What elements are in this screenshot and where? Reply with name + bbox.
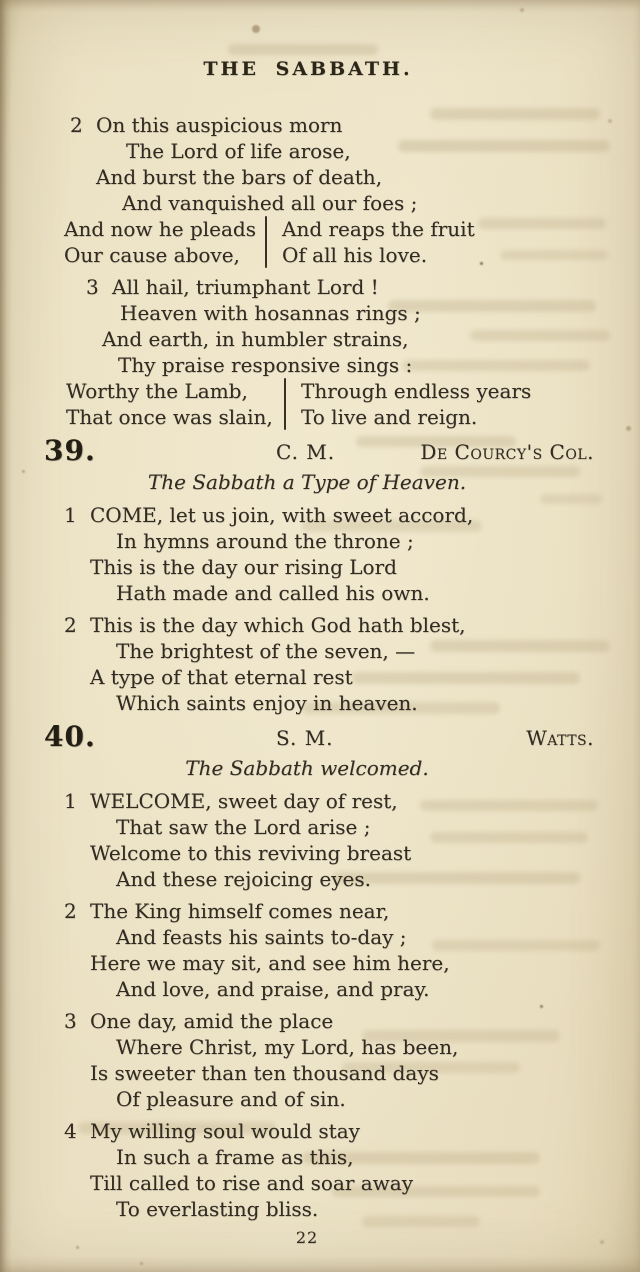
verse-line: Here we may sit, and see him here, [90,951,450,975]
couplet-right-column [267,216,475,268]
stanza [0,612,640,716]
stanza-number: 2 [64,899,77,923]
verse-text: One day, amid the place [90,1009,334,1033]
hymn-source: De Courcy's Col. [420,440,594,464]
verse-line [0,1008,640,1034]
hymn-heading [44,436,594,470]
hymn-heading [44,722,594,756]
running-head: THE SABBATH. [203,58,413,80]
verse-line: Our cause above, [64,243,240,267]
stanza-number: 4 [64,1119,77,1143]
verse-line: Hath made and called his own. [116,581,430,605]
verse-line: Heaven with hosannas rings ; [120,301,421,325]
verse-line: Welcome to this reviving breast [90,841,412,865]
couplet-left-column [66,378,284,430]
verse-line [0,1118,640,1144]
verse-text: WELCOME, sweet day of rest, [90,789,398,813]
page-number: 22 [295,1228,319,1247]
verse-line: Is sweeter than ten thousand days [90,1061,439,1085]
verse-line [0,502,640,528]
verse-text: The King himself comes near, [90,899,390,923]
stanza-number: 3 [64,1009,77,1033]
ink-speck [140,1262,143,1265]
stanza-number: 1 [64,789,77,813]
verse-line: And burst the bars of death, [96,165,383,189]
couplet [64,216,640,268]
stanza [0,788,640,892]
verse-line: Through endless years [301,379,532,403]
verse-line [0,898,640,924]
verse-line: In hymns around the throne ; [116,529,414,553]
stanza [0,112,640,268]
verse-line: Of pleasure and of sin. [116,1087,346,1111]
verse-line: Which saints enjoy in heaven. [116,691,418,715]
verse-line: That once was slain, [66,405,273,429]
verse-line: In such a frame as this, [116,1145,354,1169]
page-edge-shadow [0,1256,640,1272]
verse-line: The Lord of life arose, [126,139,351,163]
verse-line: Thy praise responsive sings : [118,353,413,377]
verse-line: And these rejoicing eyes. [116,867,371,891]
verse-line: And now he pleads [64,217,256,241]
verse-text: All hail, triumphant Lord ! [112,275,379,299]
verse-line: Worthy the Lamb, [66,379,248,403]
hymn-meter: S. M. [276,726,334,750]
verse-line: Till called to rise and soar away [90,1171,414,1195]
stanza [0,1118,640,1222]
stanza-number: 2 [64,613,77,637]
verse-line: Where Christ, my Lord, has been, [116,1035,459,1059]
hymn-number: 40. [44,720,96,753]
couplet [66,378,640,430]
verse-line: And earth, in humbler strains, [102,327,409,351]
stanza [0,898,640,1002]
verse-line: A type of that eternal rest [90,665,353,689]
verse-text: COME, let us join, with sweet accord, [90,503,474,527]
couplet-left-column [64,216,265,268]
hymn-number: 39. [44,434,96,467]
verse-line: Of all his love. [282,243,428,267]
verse-line: And reaps the fruit [282,217,475,241]
hymn-meter: C. M. [276,440,336,464]
verse-line: That saw the Lord arise ; [116,815,371,839]
verse-line: And feasts his saints to-day ; [116,925,407,949]
verse-line: And love, and praise, and pray. [116,977,430,1001]
verse-line: The brightest of the seven, — [116,639,416,663]
stanza [0,1008,640,1112]
stanza-number: 3 [86,275,99,299]
verse-line [0,274,640,300]
couplet-right-column [286,378,531,430]
verse-line [0,112,640,138]
hymn-title: The Sabbath a Type of Heaven. [147,470,467,494]
verse-text: On this auspicious morn [96,113,343,137]
verse-line: This is the day our rising Lord [90,555,397,579]
verse-text: This is the day which God hath blest, [90,613,466,637]
hymn-source: Watts. [526,726,594,750]
stanza-number: 2 [70,113,83,137]
stanza-number: 1 [64,503,77,527]
verse-line: And vanquished all our foes ; [122,191,418,215]
verse-line [0,788,640,814]
verse-line: To everlasting bliss. [116,1197,319,1221]
verse-text: My willing soul would stay [90,1119,360,1143]
verse-line [0,612,640,638]
hymn-title: The Sabbath welcomed. [185,756,429,780]
stanza [0,274,640,430]
stanza [0,502,640,606]
verse-line: To live and reign. [301,405,478,429]
